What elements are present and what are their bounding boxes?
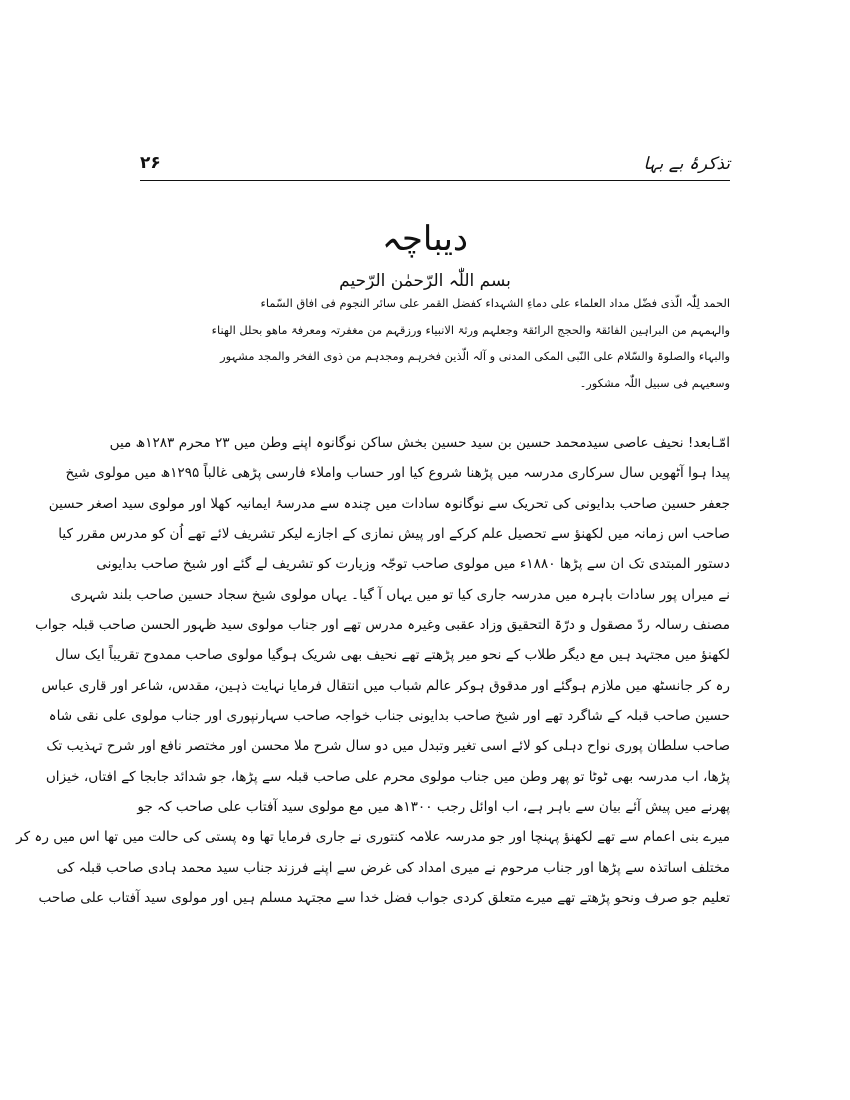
body-line: حسین صاحب قبلہ کے شاگرد تھے اور شیخ صاحب بدایونی جناب خواجہ صاحب سہارنپوری اور جناب مولوی علی نقی شاہ [48, 708, 730, 725]
basmala: بسم اللّٰہ الرّحمٰن الرّحیم [339, 271, 511, 291]
arabic-preface-line: وسعیہم فی سبیل اللّٰہ مشکور۔ [579, 375, 730, 390]
body-line: صاحب اس زمانہ میں لکھنؤ سے تحصیل علم کرکے اور پیش نمازی کے اجازے لیکر تشریف لائے تھے اُن کو مدرس مقرر کیا [58, 526, 730, 543]
body-line: مصنف رسالہ ردّ مصقول و درّۃ التحقیق وزاد عقبی وغیرہ مدرس تھے اور جناب مولوی سید ظہور الحسن صاحب قبلہ جواب [35, 617, 730, 634]
body-line: صاحب سلطان پوری نواح دہلی کو لائے اسی تغیر وتبدل میں دو سال شرح ملا محسن اور مختصر نافع اور شرح تہذیب تک [46, 738, 730, 755]
body-line: رہ کر جانسٹھ میں ملازم ہوگئے اور مدقوق ہوکر عالم شباب میں انتقال فرمایا نہایت ذہین، مقدس، شاعر اور قاری عباس [41, 677, 730, 694]
body-line: دستور المبتدی تک ان سے پڑھا ۱۸۸۰ء میں مولوی صاحب توجّہ وزیارت کو تشریف لے گئے اور شیخ صاحب بدایونی [96, 556, 730, 573]
body-line: مختلف اساتذہ سے پڑھا اور جناب مرحوم نے میری امداد کی غرض سے اپنے فرزند جناب سید محمد ہادی صاحب قبلہ کی [56, 859, 730, 876]
body-line: امّـابعد! نحیف عاصی سیدمحمد حسین بن سید حسین بخش ساکن نوگانوہ اپنے وطن میں ۲۳ محرم ۱۲۸۳ھ میں [109, 435, 730, 451]
body-line: پیدا ہوا آٹھویں سال سرکاری مدرسہ میں پڑھنا شروع کیا اور حساب واملاء فارسی پڑھی غالباً ۱۲۹۵ھ میں مولوی شیخ [65, 465, 730, 482]
arabic-preface-line: والہمہم من البراہین الفائقۃ والحجج الرائقۃ وجعلہم ورثۃ الانبیاء ورزقہم من مغفرتہ ومعرفۃ ماھو بحلل الھناء [211, 322, 730, 337]
body-line: نے میراں پور سادات باہرہ میں مدرسہ جاری کیا تو میں یہاں آ گیا۔ یہاں مولوی شیخ سجاد حسین صاحب بلند شہری [70, 586, 730, 603]
arabic-preface-line: الحمد لِلّٰہ الّذی فضّل مداد العلماء علی دماءِ الشہداء کفضل القمر علی سائر النجوم فی افاق السّماء [260, 296, 730, 310]
chapter-title: دیباچہ [381, 219, 469, 259]
body-line: میرے بنی اعمام سے تھے لکھنؤ پہنچا اور جو مدرسہ علامہ کنتوری نے جاری فرمایا تھا وہ پستی کی حالت میں تھا اس میں رہ کر [16, 829, 730, 846]
header-divider [140, 180, 730, 181]
arabic-preface-line: والبہاء والصلوۃ والسّلام علی النّبی المکی المدنی و آلہ الّذین فخرہم ومجدہم من ذوی الفخر والمجد مشہور [220, 349, 730, 363]
running-head [140, 153, 730, 177]
arabic-preface [140, 290, 730, 396]
urdu-body-text [16, 428, 730, 914]
body-line: لکھنؤ میں مجتہد ہیں مع دیگر طلاب کے نحو میر پڑھتے تھے نحیف بھی شریک ہوگیا مولوی صاحب ممدوح تقریباً ایک سال [55, 647, 730, 664]
body-line: تعلیم جو صرف ونحو پڑھتے تھے میرے متعلق کردی جواب فضل خدا سے مجتہد مسلم ہیں اور مولوی سید آفتاب علی صاحب [38, 890, 730, 907]
body-line: جعفر حسین صاحب بدایونی کی تحریک سے نوگانوہ سادات میں چندہ سے مدرسۂ ایمانیہ کھلا اور مولوی سید اصغر حسین [48, 495, 730, 512]
body-line: پھرنے میں پیش آئے بیان سے باہر ہے، اب اوائل رجب ۱۳۰۰ھ میں مع مولوی سید آفتاب علی صاحب کہ جو [137, 799, 730, 816]
book-title: تذکرۂ بے بہا [643, 154, 730, 174]
body-line: پڑھا، اب مدرسہ بھی ٹوٹا تو پھر وطن میں جناب مولوی محرم علی صاحب قبلہ سے پڑھا، جو شدائد جابجا کے افتاں، خیزاں [45, 768, 730, 785]
page-number: ۲۶ [140, 153, 161, 173]
